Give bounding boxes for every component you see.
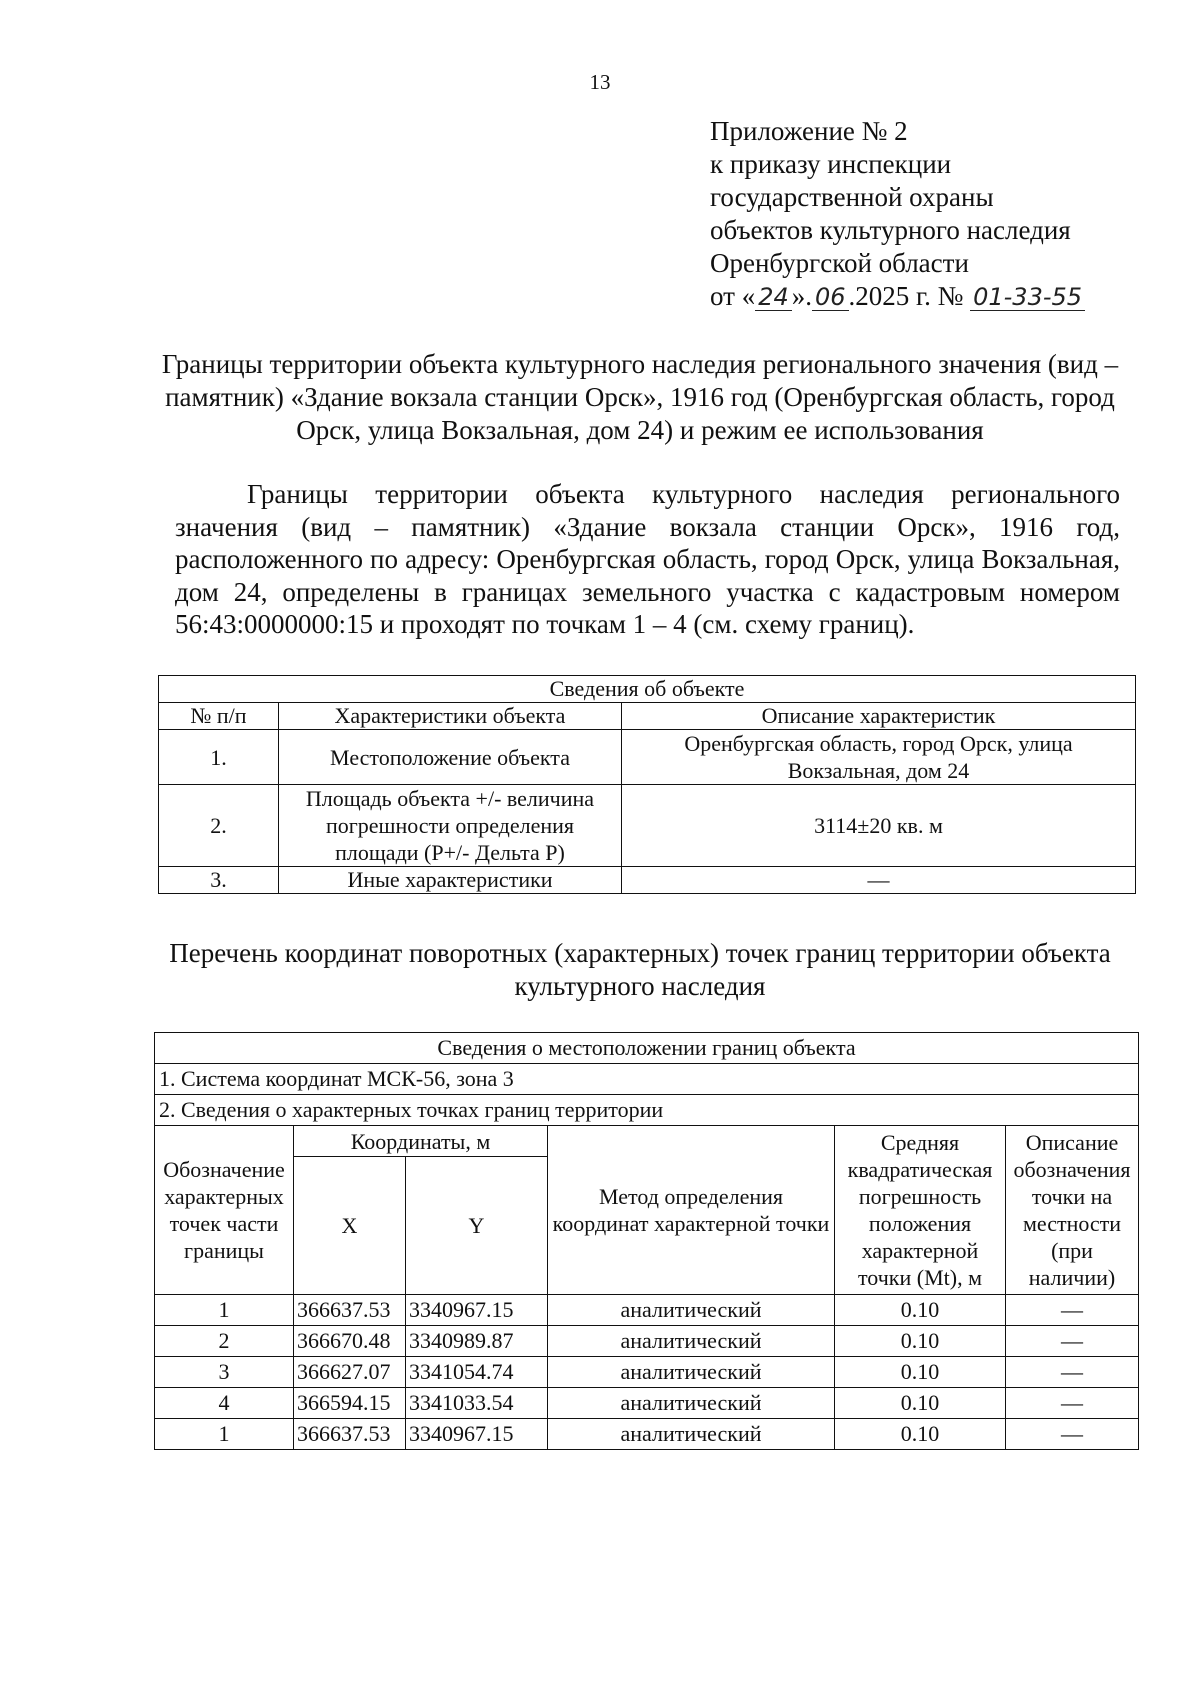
page-number: 13	[589, 70, 611, 94]
date-prefix: от «	[710, 281, 756, 311]
table-row	[155, 1357, 1139, 1388]
header-y: Y	[406, 1157, 548, 1295]
appendix-line: объектов культурного наследия	[710, 215, 1071, 245]
points-section-title: 2. Сведения о характерных точках границ территории	[155, 1095, 1139, 1126]
mt-value: 0.10	[835, 1295, 1006, 1326]
row-characteristic: Площадь объекта +/- величина погрешности определения площади (P+/- Дельта P)	[279, 785, 622, 867]
table-row	[159, 785, 1136, 867]
header-method: Метод определения координат характерной точки	[548, 1126, 835, 1295]
table-row	[159, 867, 1136, 894]
appendix-header	[710, 115, 1085, 313]
point-id: 1	[155, 1295, 294, 1326]
coord-x: 366670.48	[294, 1326, 406, 1357]
header-num: № п/п	[159, 703, 279, 730]
header-error: Средняя квадратическая погрешность положения характерной точки (Mt), м	[835, 1126, 1006, 1295]
row-characteristic: Местоположение объекта	[279, 730, 622, 785]
mt-value: 0.10	[835, 1357, 1006, 1388]
date-suffix: .2025 г. №	[848, 281, 964, 311]
handwritten-day: 24	[755, 284, 792, 311]
point-description: —	[1006, 1419, 1139, 1450]
header-characteristic: Характеристики объекта	[279, 703, 622, 730]
object-info-table	[158, 675, 1136, 894]
coord-x: 366637.53	[294, 1419, 406, 1450]
point-id: 4	[155, 1388, 294, 1419]
row-description: Оренбургская область, город Орск, улица Вокзальная, дом 24	[622, 730, 1136, 785]
table-row	[155, 1295, 1139, 1326]
row-num: 2.	[159, 785, 279, 867]
table-row	[155, 1388, 1139, 1419]
coordinates-list-title: Перечень координат поворотных (характерных) точек границ территории объекта культурного наследия	[169, 938, 1111, 1001]
coord-y: 3341033.54	[406, 1388, 548, 1419]
row-characteristic: Иные характеристики	[279, 867, 622, 894]
row-description: 3114±20 кв. м	[622, 785, 1136, 867]
handwritten-order-number: 01-33-55	[970, 284, 1085, 311]
point-description: —	[1006, 1326, 1139, 1357]
point-description: —	[1006, 1357, 1139, 1388]
table-row	[159, 730, 1136, 785]
handwritten-month: 06	[812, 284, 849, 311]
row-description: —	[622, 867, 1136, 894]
header-coordinates: Координаты, м	[294, 1126, 548, 1157]
mt-value: 0.10	[835, 1419, 1006, 1450]
coords-table-caption: Сведения о местоположении границ объекта	[155, 1033, 1139, 1064]
header-point-description: Описание обозначения точки на местности (при наличии)	[1006, 1126, 1139, 1295]
point-id: 3	[155, 1357, 294, 1388]
row-num: 3.	[159, 867, 279, 894]
mt-value: 0.10	[835, 1326, 1006, 1357]
appendix-line: Приложение № 2	[710, 116, 908, 146]
appendix-line: государственной охраны	[710, 182, 994, 212]
coord-y: 3340967.15	[406, 1295, 548, 1326]
method: аналитический	[548, 1357, 835, 1388]
method: аналитический	[548, 1326, 835, 1357]
row-num: 1.	[159, 730, 279, 785]
document-title: Границы территории объекта культурного наследия регионального значения (вид – памятник) «Здание вокзала станции Орск», 1916 год (Оренбургская область, город Орск, улица Вокзальная, дом 24) и режим ее использования	[161, 349, 1119, 445]
coord-y: 3340989.87	[406, 1326, 548, 1357]
body-paragraph: Границы территории объекта культурного наследия регионального значения (вид – памятник) «Здание вокзала станции Орск», 1916 год, расположенного по адресу: Оренбургская область, город Орск, улица Вокзальная, дом 24, определены в границах земельного участка с кадастровым номером 56:43:0000000:15 и проходят по точкам 1 – 4 (см. схему границ).	[175, 479, 1120, 639]
table-row	[155, 1419, 1139, 1450]
point-description: —	[1006, 1388, 1139, 1419]
coord-y: 3341054.74	[406, 1357, 548, 1388]
appendix-line: к приказу инспекции	[710, 149, 952, 179]
header-designation: Обозначение характерных точек части границы	[155, 1126, 294, 1295]
table-row	[155, 1326, 1139, 1357]
header-x: X	[294, 1157, 406, 1295]
method: аналитический	[548, 1419, 835, 1450]
point-id: 2	[155, 1326, 294, 1357]
appendix-line: Оренбургской области	[710, 248, 969, 278]
mt-value: 0.10	[835, 1388, 1006, 1419]
method: аналитический	[548, 1388, 835, 1419]
coordinate-system: 1. Система координат МСК-56, зона 3	[155, 1064, 1139, 1095]
coord-x: 366637.53	[294, 1295, 406, 1326]
coord-y: 3340967.15	[406, 1419, 548, 1450]
object-table-caption: Сведения об объекте	[159, 676, 1136, 703]
header-description: Описание характеристик	[622, 703, 1136, 730]
coord-x: 366594.15	[294, 1388, 406, 1419]
coord-x: 366627.07	[294, 1357, 406, 1388]
date-mid: ».	[791, 281, 812, 311]
order-date-line	[710, 280, 1085, 313]
method: аналитический	[548, 1295, 835, 1326]
coordinates-table	[154, 1032, 1139, 1450]
point-id: 1	[155, 1419, 294, 1450]
point-description: —	[1006, 1295, 1139, 1326]
